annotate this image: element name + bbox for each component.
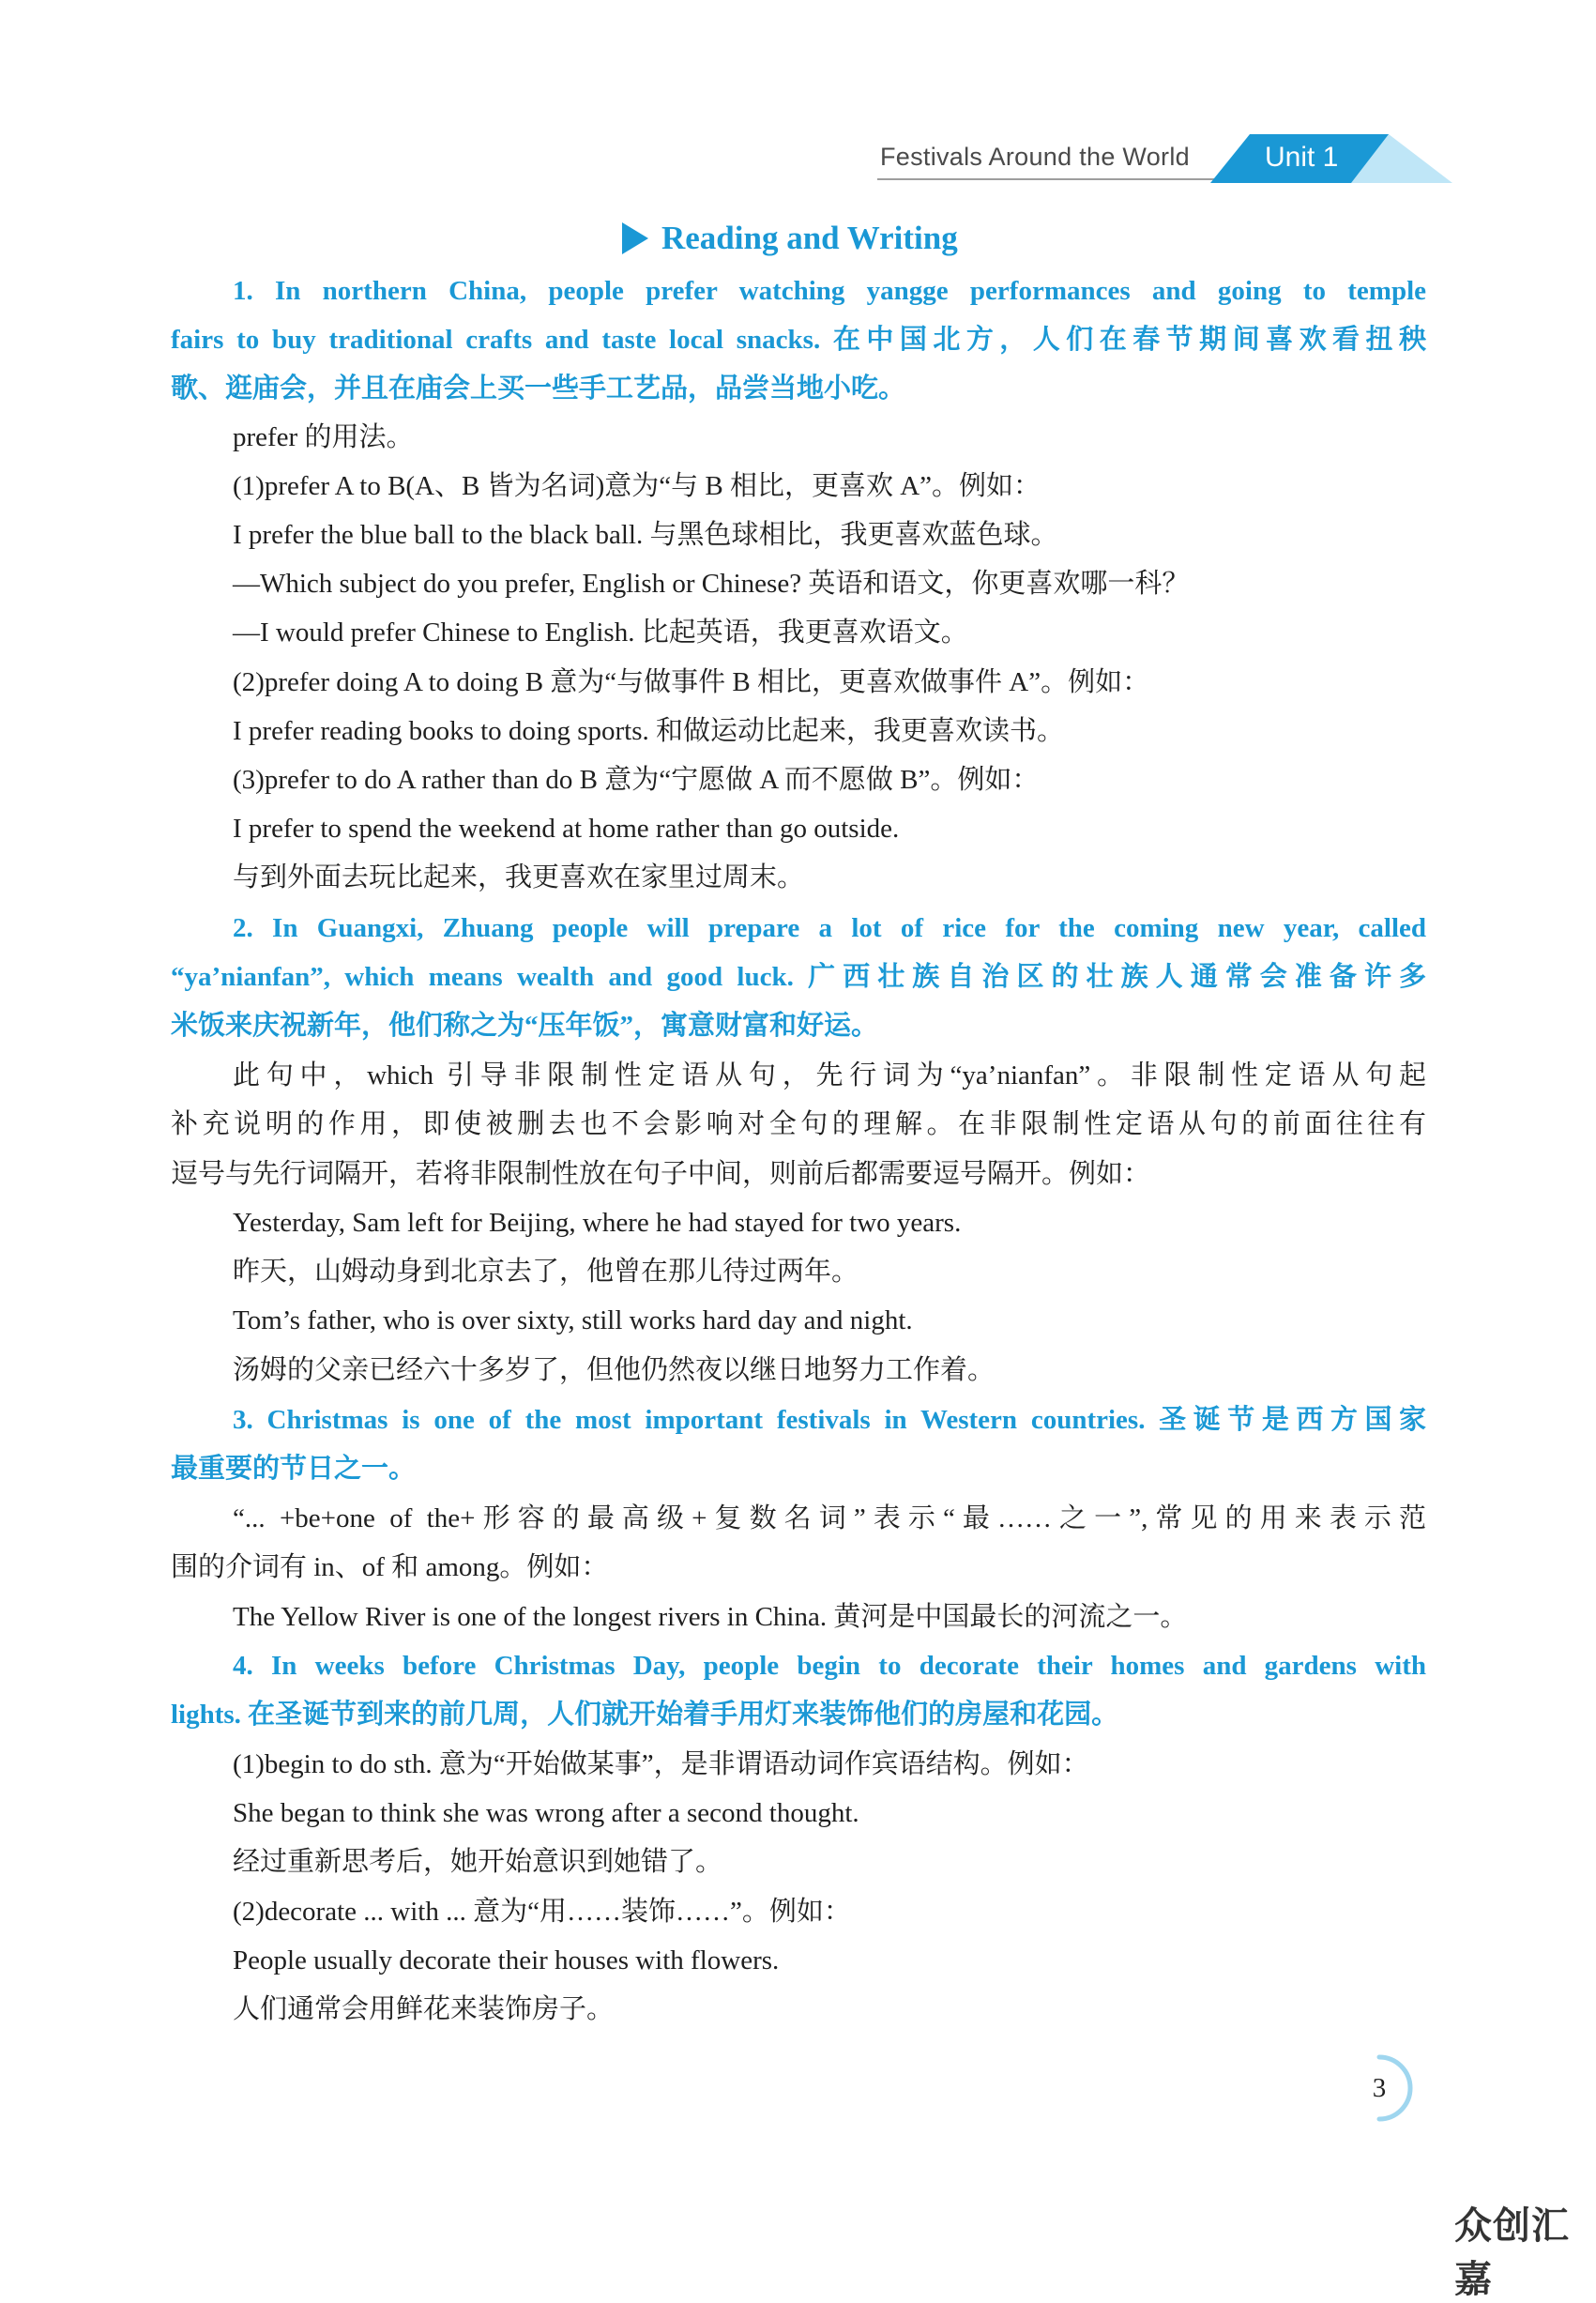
text-line: 此句中，which 引导非限制性定语从句，先行词为“ya’nianfan”。非限制性定语从句起: [233, 1060, 1426, 1090]
header-title: Festivals Around the World: [880, 143, 1190, 171]
text-line: 围的介词有 in、of 和 among。例如：: [171, 1552, 609, 1582]
text-line: lights. 在圣诞节到来的前几周，人们就开始着手用灯来装饰他们的房屋和花园。: [171, 1700, 1119, 1730]
text-line: (2)decorate ... with ... 意为“用……装饰……”。例如：: [233, 1897, 851, 1927]
text-line: (3)prefer to do A rather than do B 意为“宁愿做 A 而不愿做 B”。例如：: [233, 765, 1040, 795]
header-divider: [877, 178, 1215, 180]
text-line: 与到外面去玩比起来，我更喜欢在家里过周末。: [233, 862, 805, 892]
watermark-logo: 众创汇嘉: [1454, 2204, 1570, 2301]
text-line: Tom’s father, who is over sixty, still works hard day and night.: [233, 1305, 913, 1335]
text-line: “ya’nianfan”, which means wealth and good luck. 广西壮族自治区的壮族人通常会准备许多: [171, 962, 1426, 992]
text-line: I prefer reading books to doing sports. 和做运动比起来，我更喜欢读书。: [233, 716, 1065, 746]
text-line: People usually decorate their houses with flowers.: [233, 1945, 780, 1975]
text-line: (1)prefer A to B(A、B 皆为名词)意为“与 B 相比，更喜欢 A”。例如：: [233, 471, 1041, 501]
text-line: 汤姆的父亲已经六十多岁了，但他仍然夜以继日地努力工作着。: [233, 1355, 996, 1385]
text-line: 1. In northern China, people prefer watching yangge performances and going to temple: [233, 276, 1426, 306]
text-line: prefer 的用法。: [233, 422, 414, 452]
text-line: 最重要的节日之一。: [171, 1454, 417, 1484]
text-line: 4. In weeks before Christmas Day, people begin to decorate their homes and gardens with: [233, 1651, 1426, 1681]
text-line: (2)prefer doing A to doing B 意为“与做事件 B 相比，更喜欢做事件 A”。例如：: [233, 667, 1150, 697]
text-line: 补充说明的作用，即使被删去也不会影响对全句的理解。在非限制性定语从句的前面往往有: [171, 1109, 1426, 1139]
text-line: 逗号与先行词隔开，若将非限制性放在句子中间，则前后都需要逗号隔开。例如：: [171, 1159, 1151, 1189]
text-line: 米饭来庆祝新年，他们称之为“压年饭”，寓意财富和好运。: [171, 1011, 879, 1041]
page-number-badge: [1351, 2053, 1421, 2123]
text-line: Yesterday, Sam left for Beijing, where he had stayed for two years.: [233, 1208, 962, 1238]
text-line: 经过重新思考后，她开始意识到她错了。: [233, 1847, 723, 1877]
page-number: 3: [1372, 2072, 1387, 2103]
text-line: I prefer the blue ball to the black ball. 与黑色球相比，我更喜欢蓝色球。: [233, 520, 1058, 550]
text-line: —Which subject do you prefer, English or Chinese? 英语和语文，你更喜欢哪一科？: [233, 569, 1190, 599]
text-line: 3. Christmas is one of the most important festivals in Western countries. 圣诞节是西方国家: [233, 1405, 1426, 1435]
section-heading: [622, 218, 958, 259]
text-line: She began to think she was wrong after a second thought.: [233, 1798, 859, 1828]
unit-label: Unit 1: [1265, 142, 1339, 173]
play-triangle-icon: [622, 222, 648, 254]
text-line: “... +be+one of the+形容的最高级+复数名词”表示“最……之一”,常见的用来表示范: [233, 1503, 1426, 1533]
section-title: Reading and Writing: [661, 220, 958, 256]
text-line: The Yellow River is one of the longest rivers in China. 黄河是中国最长的河流之一。: [233, 1602, 1188, 1632]
text-line: fairs to buy traditional crafts and taste local snacks. 在中国北方，人们在春节期间喜欢看扭秧: [171, 325, 1426, 355]
text-line: 2. In Guangxi, Zhuang people will prepare a lot of rice for the coming new year, called: [233, 913, 1426, 943]
text-line: I prefer to spend the weekend at home rather than go outside.: [233, 814, 900, 844]
text-line: —I would prefer Chinese to English. 比起英语，我更喜欢语文。: [233, 618, 968, 648]
text-line: (1)begin to do sth. 意为“开始做某事”，是非谓语动词作宾语结构。例如：: [233, 1749, 1089, 1779]
text-line: 人们通常会用鲜花来装饰房子。: [233, 1994, 615, 2024]
text-line: 昨天，山姆动身到北京去了，他曾在那儿待过两年。: [233, 1257, 859, 1287]
text-line: 歌、逛庙会，并且在庙会上买一些手工艺品，品尝当地小吃。: [171, 374, 906, 404]
